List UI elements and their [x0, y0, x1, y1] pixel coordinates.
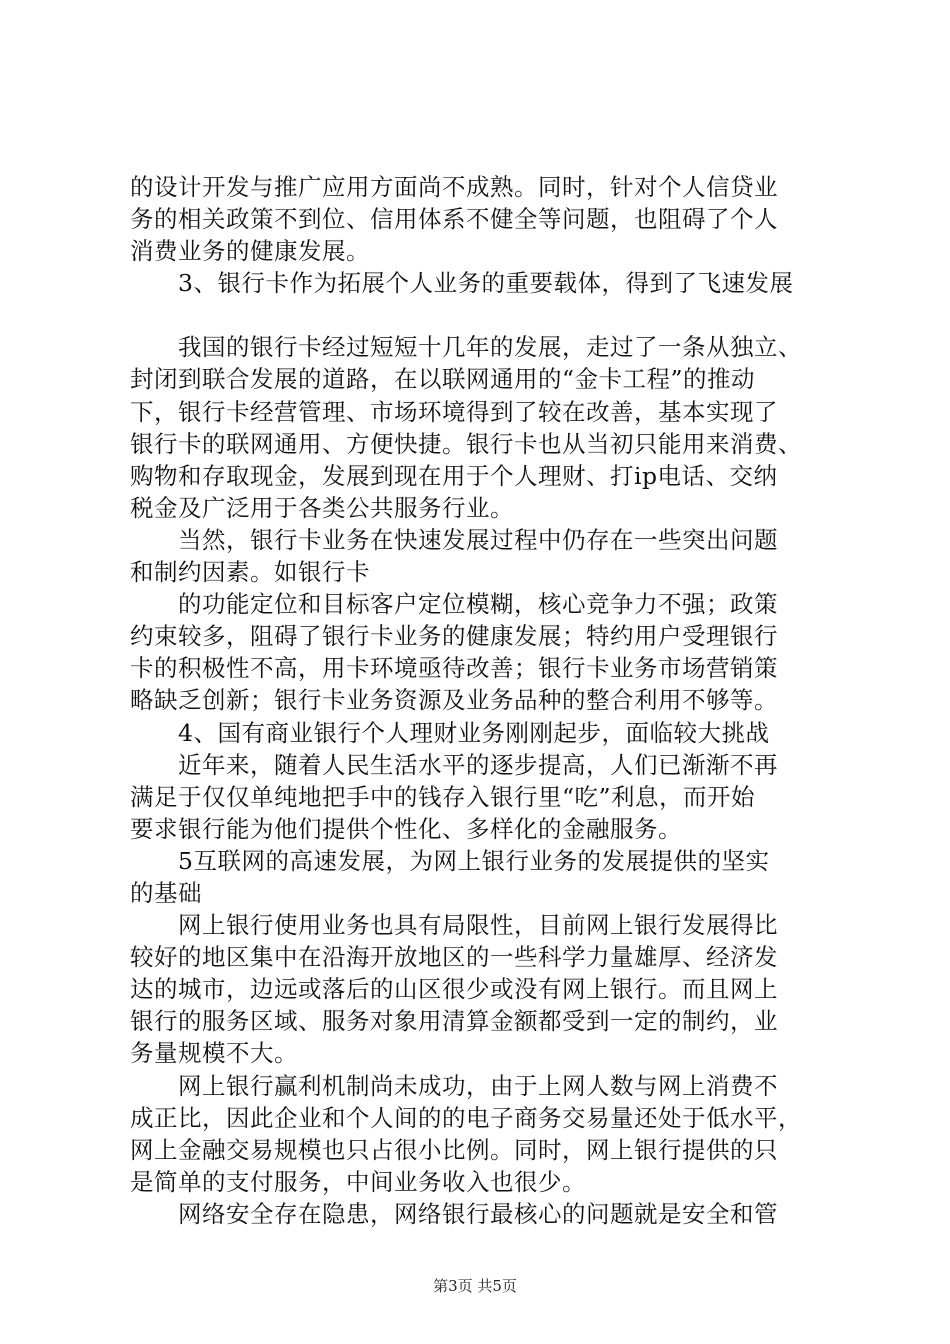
text-line: 我国的银行卡经过短短十几年的发展，走过了一条从独立、 — [178, 333, 802, 362]
text-line: 的功能定位和目标客户定位模糊，核心竞争力不强；政策 — [178, 590, 778, 619]
text-line: 银行卡的联网通用、方便快捷。银行卡也从当初只能用来消费、 — [130, 429, 802, 458]
text-line: 消费业务的健康发展。 — [130, 237, 370, 266]
section-heading: 的基础 — [130, 878, 202, 907]
text-line: 达的城市，边远或落后的山区很少或没有网上银行。而且网上 — [130, 975, 778, 1004]
text-line: 要求银行能为他们提供个性化、多样化的金融服务。 — [130, 814, 682, 843]
text-line: 成正比，因此企业和个人间的的电子商务交易量还处于低水平， — [130, 1103, 802, 1132]
text-line: 网络安全存在隐患，网络银行最核心的问题就是安全和管 — [178, 1199, 778, 1228]
text-line: 务量规模不大。 — [130, 1039, 298, 1068]
section-heading: 3、银行卡作为拓展个人业务的重要载体，得到了飞速发展 — [178, 269, 794, 298]
text-line: 税金及广泛用于各类公共服务行业。 — [130, 493, 514, 522]
text-line: 较好的地区集中在沿海开放地区的一些科学力量雄厚、经济发 — [130, 943, 778, 972]
text-line: 网上银行赢利机制尚未成功，由于上网人数与网上消费不 — [178, 1071, 778, 1100]
text-line: 近年来，随着人民生活水平的逐步提高，人们已渐渐不再 — [178, 750, 778, 779]
text-line: 购物和存取现金，发展到现在用于个人理财、打ip电话、交纳 — [130, 461, 778, 490]
text-line: 和制约因素。如银行卡 — [130, 558, 370, 587]
text-line: 略缺乏创新；银行卡业务资源及业务品种的整合利用不够等。 — [130, 686, 778, 715]
text-line: 约束较多，阻碍了银行卡业务的健康发展；特约用户受理银行 — [130, 622, 778, 651]
text-line: 是简单的支付服务，中间业务收入也很少。 — [130, 1167, 586, 1196]
text-line: 网上金融交易规模也只占很小比例。同时，网上银行提供的只 — [130, 1135, 778, 1164]
paragraph-gap — [130, 299, 830, 331]
text-line: 卡的积极性不高，用卡环境亟待改善；银行卡业务市场营销策 — [130, 654, 778, 683]
text-line: 下，银行卡经营管理、市场环境得到了较在改善，基本实现了 — [130, 397, 778, 426]
text-line: 当然，银行卡业务在快速发展过程中仍存在一些突出问题 — [178, 525, 778, 554]
section-heading: 4、国有商业银行个人理财业务刚刚起步，面临较大挑战 — [178, 718, 770, 747]
text-line: 网上银行使用业务也具有局限性，目前网上银行发展得比 — [178, 911, 778, 940]
section-heading: 5互联网的高速发展，为网上银行业务的发展提供的坚实 — [178, 846, 770, 875]
text-line: 满足于仅仅单纯地把手中的钱存入银行里“吃”利息，而开始 — [130, 782, 756, 811]
text-line: 务的相关政策不到位、信用体系不健全等问题，也阻碍了个人 — [130, 205, 778, 234]
page-number-footer: 第3页 共5页 — [433, 1277, 517, 1295]
document-body — [130, 171, 830, 1230]
text-line: 封闭到联合发展的道路，在以联网通用的“金卡工程”的推动 — [130, 365, 756, 394]
text-line: 银行的服务区域、服务对象用清算金额都受到一定的制约，业 — [130, 1007, 778, 1036]
text-line: 的设计开发与推广应用方面尚不成熟。同时，针对个人信贷业 — [130, 173, 778, 201]
